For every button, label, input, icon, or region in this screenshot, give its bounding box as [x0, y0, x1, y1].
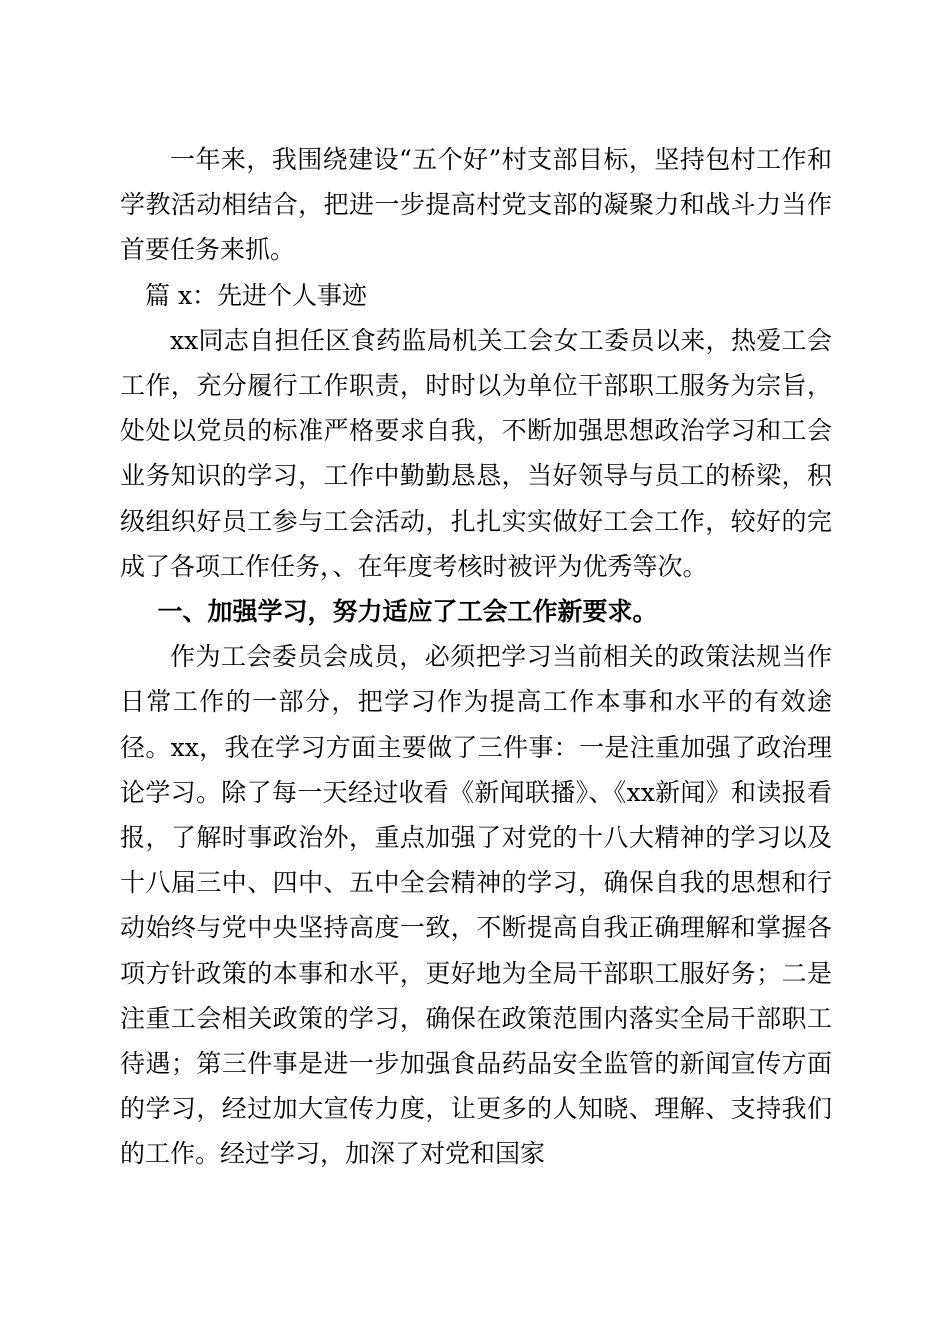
- document-page: [120, 137, 832, 1177]
- section-title: 篇 x：先进个人事迹: [145, 280, 368, 310]
- paragraph-study: 作为工会委员会成员，必须把学习当前相关的政策法规当作日常工作的一部分，把学习作为提高工作本事和水平的有效途径。xx，我在学习方面主要做了三件事：一是注重加强了政治理论学习。除了每一天经过收看《新闻联播》、《xx新闻》和读报看报，了解时事政治外，重点加强了对党的十八大精神的学习以及十八届三中、四中、五中全会精神的学习，确保自我的思想和行动始终与党中央坚持高度一致，不断提高自我正确理解和掌握各项方针政策的本事和水平，更好地为全局干部职工服好务；二是注重工会相关政策的学习，确保在政策范围内落实全局干部职工待遇；第三件事是进一步加强食品药品安全监管的新闻宣传方面的学习，经过加大宣传力度，让更多的人知晓、理解、支持我们的工作。经过学习，加深了对党和国家: [120, 642, 832, 1169]
- paragraph-profile: xx同志自担任区食药监局机关工会女工委员以来，热爱工会工作，充分履行工作职责，时时以为单位干部职工服务为宗旨，处处以党员的标准严格要求自我，不断加强思想政治学习和工会业务知识的学习，工作中勤勤恳恳，当好领导与员工的桥梁，积级组织好员工参与工会活动，扎扎实实做好工会工作，较好的完成了各项工作任务，、在年度考核时被评为优秀等次。: [120, 325, 832, 581]
- heading-study: 一、加强学习，努力适应了工会工作新要求。: [157, 597, 658, 627]
- paragraph-intro: 一年来，我围绕建设“五个好”村支部目标，坚持包村工作和学教活动相结合，把进一步提高村党支部的凝聚力和战斗力当作首要任务来抓。: [120, 145, 832, 265]
